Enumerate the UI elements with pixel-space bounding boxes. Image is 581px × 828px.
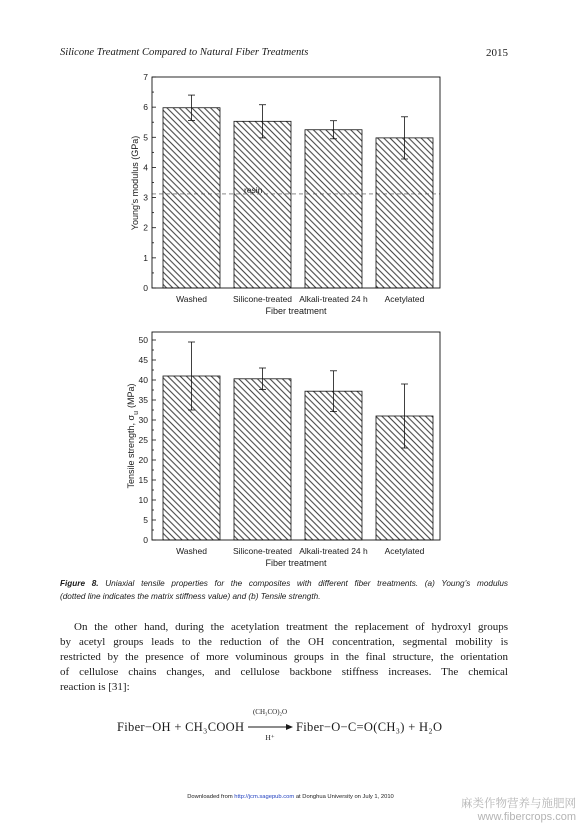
y-axis-label-main: Tensile strength, σ bbox=[126, 414, 136, 489]
x-tick-label: Silicone-treated bbox=[232, 294, 293, 304]
bar-silicone-treated bbox=[234, 121, 291, 288]
y-tick-label: 0 bbox=[143, 283, 148, 293]
x-tick-label: Acetylated bbox=[384, 546, 425, 556]
paragraph-line: by acetyl groups leads to the reduction of the OH concentration, segmental mobility is bbox=[60, 636, 508, 648]
y-tick-label: 5 bbox=[143, 132, 148, 143]
x-tick-label: Alkali-treated 24 h bbox=[299, 294, 368, 304]
chart-marks bbox=[143, 72, 440, 304]
body-paragraph bbox=[60, 620, 508, 695]
y-axis-label-unit: (MPa) bbox=[126, 383, 136, 408]
page-number: 2015 bbox=[486, 47, 508, 59]
x-tick-label: Acetylated bbox=[384, 294, 425, 304]
running-title: Silicone Treatment Compared to Natural Fiber Treatments bbox=[60, 47, 309, 58]
y-tick-label: 45 bbox=[138, 355, 148, 365]
watermark-url: www.fibercrops.com bbox=[477, 811, 576, 823]
y-tick-label: 6 bbox=[143, 102, 148, 113]
paragraph-line: of cellulose chains changes, and cellulose backbone stiffness increases. The chemical bbox=[60, 666, 508, 678]
reference-line-label: resin bbox=[244, 184, 263, 195]
tensile-strength-bar-chart bbox=[110, 325, 455, 573]
y-tick-label: 30 bbox=[138, 415, 148, 425]
y-tick-label: 35 bbox=[138, 395, 148, 405]
y-tick-label: 20 bbox=[138, 455, 148, 465]
bar-alkali-treated-24-h bbox=[305, 130, 362, 288]
bar-silicone-treated bbox=[234, 379, 291, 540]
y-axis-label-subscript: u bbox=[132, 411, 140, 415]
y-tick-label: 4 bbox=[143, 162, 148, 173]
x-tick-label: Silicone-treated bbox=[232, 546, 293, 556]
equation-catalyst-below-arrow: H⁺ bbox=[265, 733, 275, 742]
y-tick-label: 25 bbox=[138, 435, 148, 445]
x-axis-label: Fiber treatment bbox=[265, 558, 327, 568]
footer-prefix: Downloaded from bbox=[187, 794, 235, 800]
youngs-modulus-bar-chart bbox=[110, 62, 455, 320]
bar-washed bbox=[163, 108, 220, 288]
caption-line-2: (dotted line indicates the matrix stiffness value) and (b) Tensile strength. bbox=[60, 592, 321, 601]
y-tick-label: 7 bbox=[143, 72, 148, 82]
y-tick-label: 1 bbox=[143, 252, 148, 263]
x-tick-label: Alkali-treated 24 h bbox=[299, 546, 368, 556]
watermark-chinese: 麻类作物营养与施肥网 bbox=[461, 796, 576, 810]
y-tick-label: 15 bbox=[138, 475, 148, 485]
y-tick-label: 40 bbox=[138, 375, 148, 385]
caption-line-1 bbox=[60, 577, 508, 590]
x-tick-label: Washed bbox=[176, 546, 207, 556]
chart-marks bbox=[139, 335, 433, 556]
x-axis-label: Fiber treatment bbox=[265, 306, 327, 316]
y-tick-label: 10 bbox=[138, 495, 148, 505]
footer-suffix: at Donghua University on July 1, 2010 bbox=[294, 794, 394, 800]
paragraph-line: On the other hand, during the acetylation treatment the replacement of hydroxyl groups bbox=[74, 621, 508, 633]
y-tick-label: 0 bbox=[143, 535, 148, 545]
y-tick-label: 5 bbox=[143, 515, 148, 525]
paragraph-line: restricted by the presence of more voluminous groups in the final structure, the orientation bbox=[60, 651, 508, 663]
bar-alkali-treated-24-h bbox=[305, 391, 362, 540]
equation-reactants: Fiber−OH + CH₃COOH bbox=[117, 720, 245, 734]
x-tick-label: Washed bbox=[176, 294, 207, 304]
y-tick-label: 50 bbox=[138, 335, 148, 345]
y-axis-label bbox=[126, 383, 140, 488]
figure-caption bbox=[60, 577, 508, 603]
y-tick-label: 3 bbox=[143, 192, 148, 203]
figure-label: Figure 8. bbox=[60, 579, 99, 588]
equation-reagent-above-arrow: (CH₃CO)₂O bbox=[252, 708, 288, 716]
bar-acetylated bbox=[376, 138, 433, 288]
paragraph-line: reaction is [31]: bbox=[60, 681, 130, 693]
footer-link[interactable]: http://jcm.sagepub.com bbox=[234, 794, 295, 800]
equation-products: Fiber−O−C=O(CH₃) + H₂O bbox=[296, 720, 443, 734]
y-axis-label: Young's modulus (GPa) bbox=[130, 135, 140, 231]
caption-text-1: Uniaxial tensile properties for the composites with different fiber treatments. (a) Young’s modulus bbox=[105, 579, 508, 588]
y-tick-label: 2 bbox=[143, 222, 148, 233]
